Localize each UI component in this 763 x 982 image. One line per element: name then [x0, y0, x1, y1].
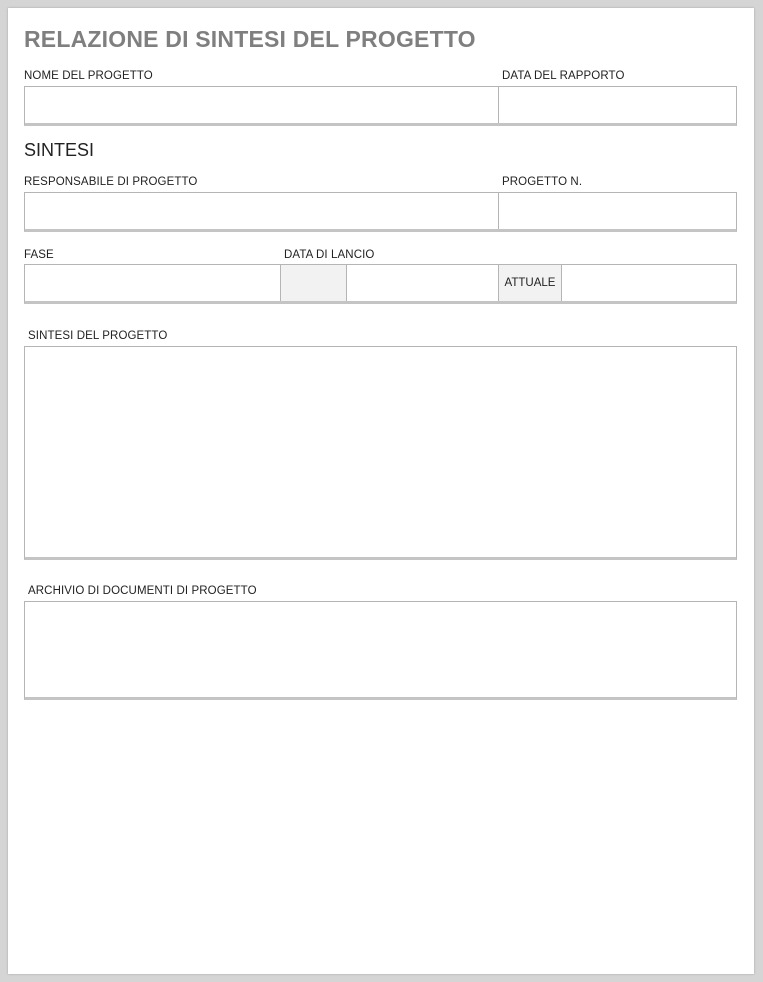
phase-cell — [25, 265, 281, 301]
document-title: RELAZIONE DI SINTESI DEL PROGETTO — [24, 26, 476, 52]
document-page — [8, 8, 754, 974]
project-manager-field[interactable] — [25, 193, 498, 229]
project-name-label: NOME DEL PROGETTO — [24, 70, 153, 82]
header-fields-box — [24, 86, 737, 126]
project-summary-label: SINTESI DEL PROGETTO — [28, 330, 168, 342]
phase-field[interactable] — [25, 265, 280, 301]
project-number-cell — [499, 193, 736, 229]
launch-date-field[interactable] — [347, 265, 498, 301]
current-cell — [562, 265, 736, 301]
phase-fields-box — [24, 264, 737, 304]
project-summary-field[interactable] — [25, 347, 736, 557]
document-archive-label: ARCHIVIO DI DOCUMENTI DI PROGETTO — [28, 585, 257, 597]
report-date-cell — [499, 87, 736, 123]
report-date-label: DATA DEL RAPPORTO — [502, 70, 625, 82]
phase-label: FASE — [24, 249, 54, 261]
project-manager-cell — [25, 193, 499, 229]
document-archive-box — [24, 601, 737, 700]
project-summary-box — [24, 346, 737, 560]
summary-section-title: SINTESI — [24, 140, 95, 160]
document-archive-field[interactable] — [25, 602, 736, 697]
report-date-field[interactable] — [499, 87, 736, 123]
launch-date-cell — [347, 265, 499, 301]
launch-date-shaded-cell — [281, 265, 347, 301]
current-label: ATTUALE — [499, 265, 562, 301]
project-name-field[interactable] — [25, 87, 498, 123]
current-field[interactable] — [562, 265, 736, 301]
manager-fields-box — [24, 192, 737, 232]
project-number-field[interactable] — [499, 193, 736, 229]
launch-date-label: DATA DI LANCIO — [284, 249, 375, 261]
project-manager-label: RESPONSABILE DI PROGETTO — [24, 176, 198, 188]
project-number-label: PROGETTO N. — [502, 176, 583, 188]
project-name-cell — [25, 87, 499, 123]
